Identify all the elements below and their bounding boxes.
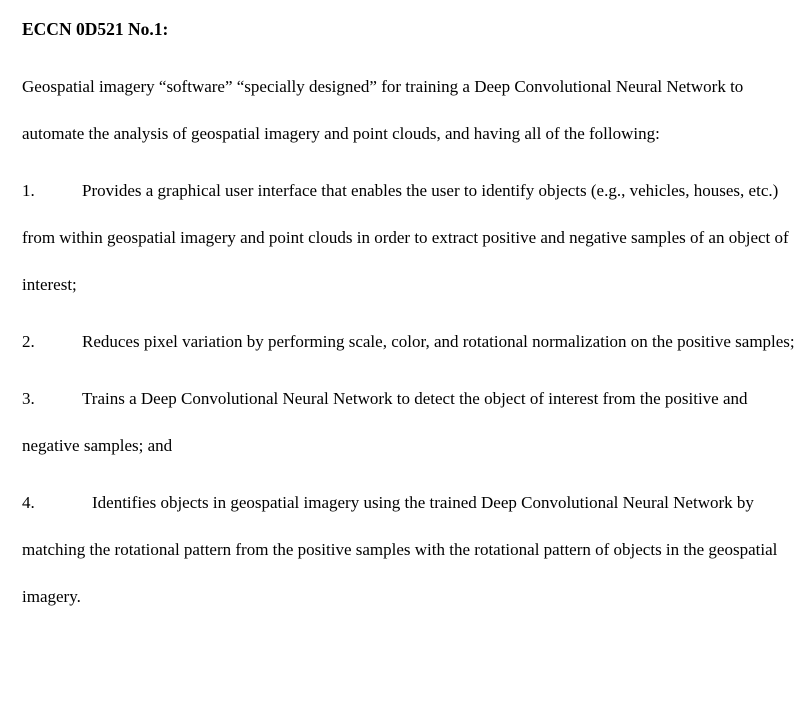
numbered-item-1 [22,167,796,308]
item-3-text: Trains a Deep Convolutional Neural Network to detect the object of interest from the positive and negative samples; and [22,389,748,455]
item-1-number: 1. [22,181,35,200]
numbered-item-2 [22,318,796,365]
item-2-number: 2. [22,332,35,351]
item-3-number: 3. [22,389,35,408]
intro-paragraph: Geospatial imagery “software” “specially designed” for training a Deep Convolutional Neural Network to automate the analysis of geospatial imagery and point clouds, and having all of the following: [22,77,744,143]
item-4-number: 4. [22,493,35,512]
item-1-text: Provides a graphical user interface that enables the user to identify objects (e.g., vehicles, houses, etc.) from within geospatial imagery and point clouds in order to extract positive and negative samples of an object of interest; [22,181,789,294]
item-4-text: Identifies objects in geospatial imagery using the trained Deep Convolutional Neural Network by matching the rotational pattern from the positive samples with the rotational pattern of objects in the geospatial imagery. [22,493,778,606]
document-heading: ECCN 0D521 No.1: [22,19,169,39]
item-2-text: Reduces pixel variation by performing scale, color, and rotational normalization on the positive samples; [82,332,795,351]
numbered-item-4 [22,479,796,620]
numbered-item-3 [22,375,796,469]
